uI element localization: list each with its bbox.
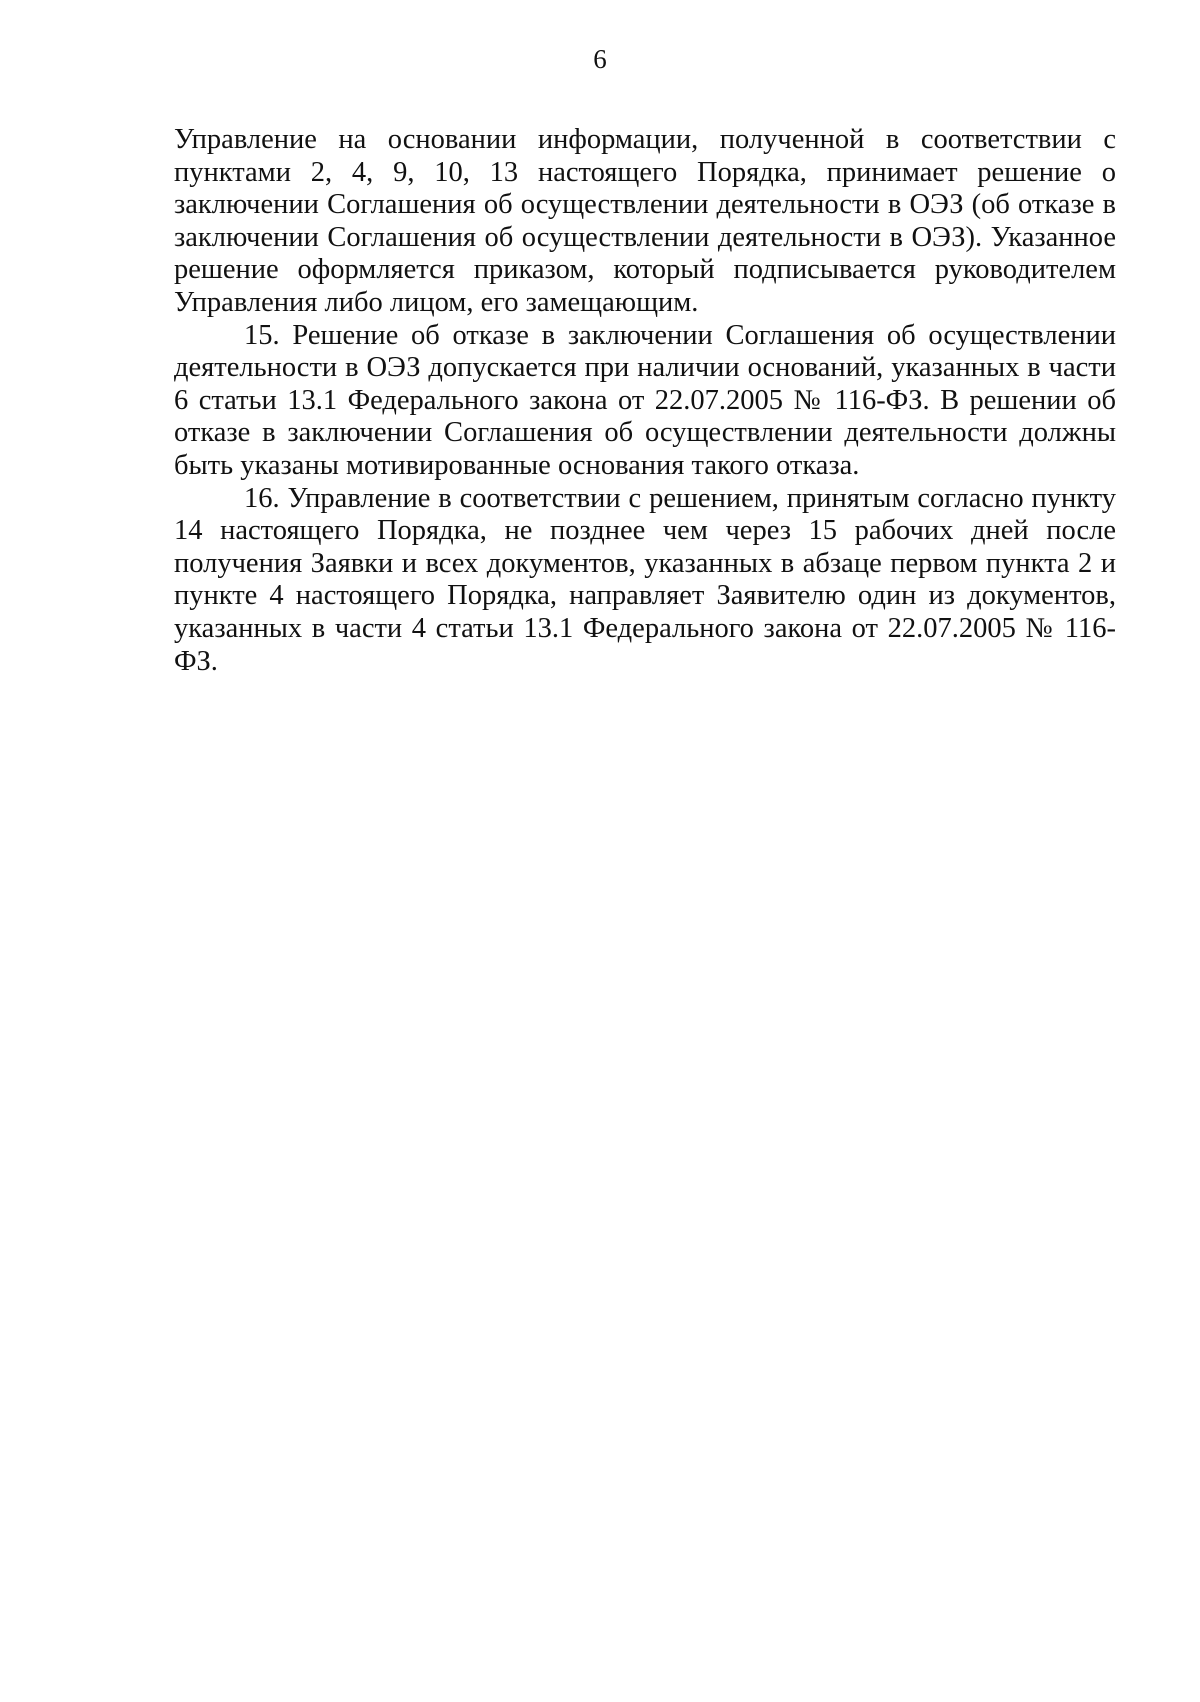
paragraph-item-16: 16. Управление в соответствии с решением, принятым согласно пункту 14 настоящего Порядка, не позднее чем через 15 рабочих дней после получения Заявки и всех документов, указанных в абзаце первом пункта 2 и пункте 4 настоящего Порядка, направляет Заявителю один из документов, указанных в части 4 статьи 13.1 Федерального закона от 22.07.2005 № 116-ФЗ. bbox=[174, 482, 1116, 677]
paragraph-item-15: 15. Решение об отказе в заключении Соглашения об осуществлении деятельности в ОЭЗ допускается при наличии оснований, указанных в части 6 статьи 13.1 Федерального закона от 22.07.2005 № 116-ФЗ. В решении об отказе в заключении Соглашения об осуществлении деятельности должны быть указаны мотивированные основания такого отказа. bbox=[174, 319, 1116, 481]
page-number: 6 bbox=[593, 44, 607, 74]
paragraph-continuation: Управление на основании информации, полученной в соответствии с пунктами 2, 4, 9, 10, 13 настоящего Порядка, принимает решение о заключении Соглашения об осуществлении деятельности в ОЭЗ (об отказе в заключении Соглашения об осуществлении деятельности в ОЭЗ). Указанное решение оформляется приказом, который подписывается руководителем Управления либо лицом, его замещающим. bbox=[174, 124, 1116, 318]
document-body bbox=[174, 124, 1116, 678]
